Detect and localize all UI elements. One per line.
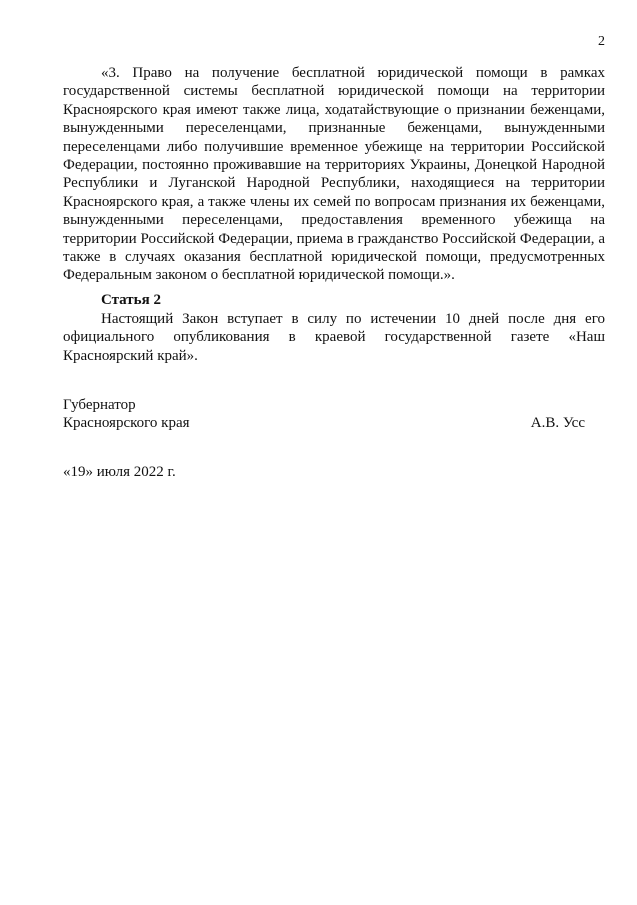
signatory-name: А.В. Усс (530, 415, 585, 432)
signing-date: «19» июля 2022 г. (63, 464, 176, 480)
signature-block (63, 396, 585, 433)
article-heading: Статья 2 (101, 292, 161, 308)
paragraph-amendment-text: «3. Право на получение бесплатной юридической помощи в рамках государственной системы бесплатной юридической помощи на территории Красноярского края имеют также лица, ходатайствующие о признании беженцами, вынужденными переселенцами, признанные беженцами, вынужденными переселенцами либо получившие временное убежище на территории Российской Федерации, постоянно проживавшие на территориях Украины, Донецкой Народной Республики и Луганской Народной Республики, находящиеся на территории Красноярского края, а также члены их семей по вопросам признания их беженцами, вынужденными переселенцами, предоставления временного убежища на территории Российской Федерации, приема в гражданство Российской Федерации, а также в случаях оказания бесплатной юридической помощи, предусмотренных Федеральным законом о бесплатной юридической помощи.». (63, 65, 605, 284)
signatory-title-line-1: Губернатор (63, 397, 136, 413)
paragraph-entry-into-force: Настоящий Закон вступает в силу по истечении 10 дней после дня его официального опубликования в краевой государственной газете «Наш Красноярский край». (63, 311, 605, 364)
signatory-title-line-2: Красноярского края (63, 415, 190, 432)
page-number: 2 (598, 34, 605, 49)
